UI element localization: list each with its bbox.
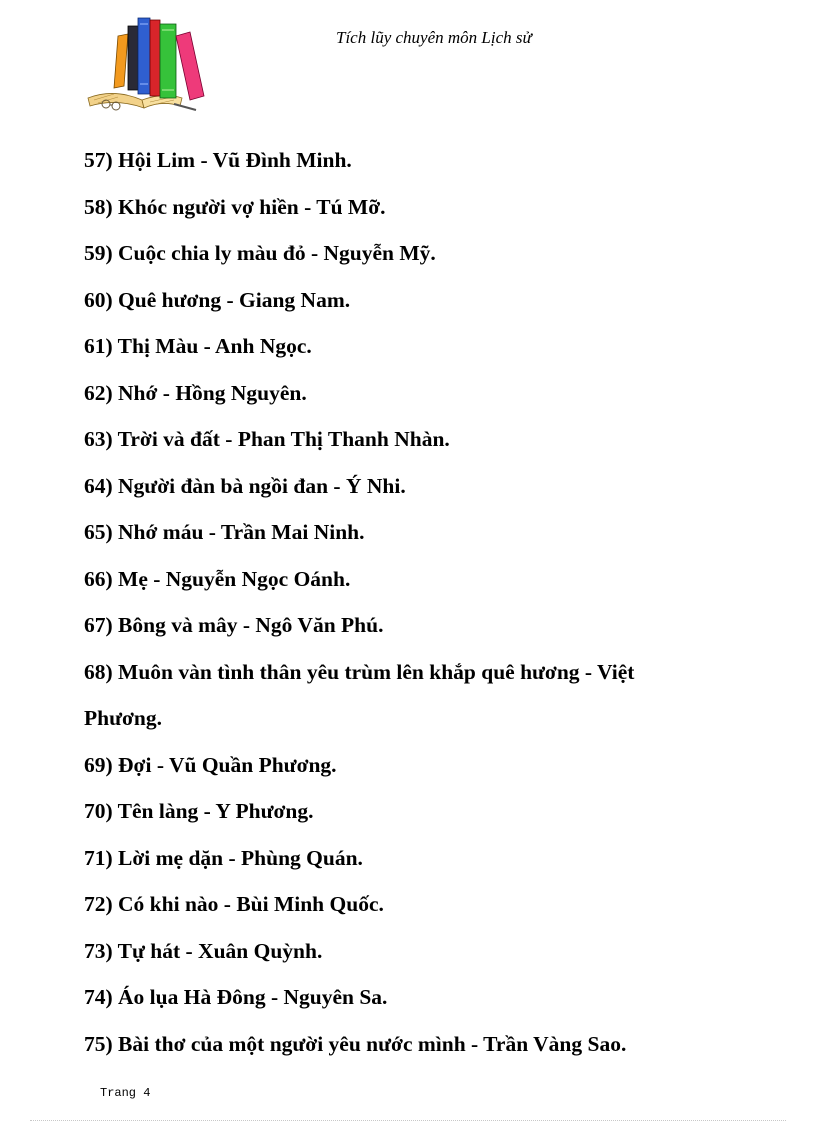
list-item: 64) Người đàn bà ngồi đan - Ý Nhi. <box>84 473 406 498</box>
stacked-books-icon <box>84 14 209 114</box>
list-item: 72) Có khi nào - Bùi Minh Quốc. <box>84 892 384 916</box>
list-item: 60) Quê hương - Giang Nam. <box>84 287 351 312</box>
list-item: 58) Khóc người vợ hiền - Tú Mỡ. <box>84 194 386 219</box>
list-item: 70) Tên làng - Y Phương. <box>84 799 314 823</box>
list-item: 59) Cuộc chia ly màu đỏ - Nguyễn Mỹ. <box>84 241 436 265</box>
page-number: Trang 4 <box>100 1086 151 1100</box>
header-title: Tích lũy chuyên môn Lịch sử <box>336 28 532 47</box>
list-item: 63) Trời và đất - Phan Thị Thanh Nhàn. <box>84 427 450 451</box>
list-item: 61) Thị Màu - Anh Ngọc. <box>84 334 312 358</box>
list-item: 57) Hội Lim - Vũ Đình Minh. <box>84 148 352 172</box>
list-item: 73) Tự hát - Xuân Quỳnh. <box>84 938 323 963</box>
list-item: 65) Nhớ máu - Trần Mai Ninh. <box>84 520 365 544</box>
list-item: 62) Nhớ - Hồng Nguyên. <box>84 380 307 405</box>
list-item: 69) Đợi - Vũ Quần Phương. <box>84 752 337 777</box>
list-item: 74) Áo lụa Hà Đông - Nguyên Sa. <box>84 985 388 1009</box>
page-divider <box>30 1120 786 1121</box>
poem-list <box>84 137 734 1067</box>
list-item: 68) Muôn vàn tình thân yêu trùm lên khắp quê hương - Việt <box>84 659 635 684</box>
list-item: 71) Lời mẹ dặn - Phùng Quán. <box>84 845 363 870</box>
list-item: 66) Mẹ - Nguyễn Ngọc Oánh. <box>84 566 351 591</box>
list-item: 67) Bông và mây - Ngô Văn Phú. <box>84 613 384 637</box>
list-item: 75) Bài thơ của một người yêu nước mình - Trần Vàng Sao. <box>84 1031 627 1056</box>
list-item-continuation: Phương. <box>84 706 162 730</box>
